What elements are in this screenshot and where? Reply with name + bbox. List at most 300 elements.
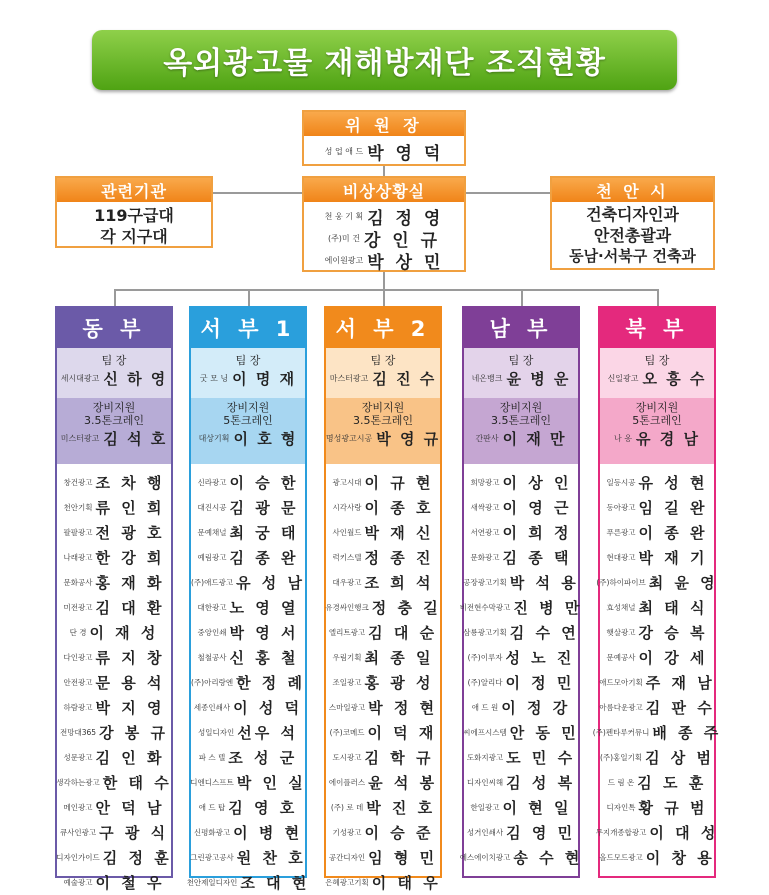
member-row <box>600 695 714 720</box>
member-company: 우림기획 <box>332 653 362 662</box>
member-name: 강 승 복 <box>638 624 708 642</box>
member-row <box>600 745 714 770</box>
member-name: 송 수 현 <box>513 849 583 867</box>
member-company: 드 림 온 <box>607 778 635 787</box>
team-leader <box>600 348 714 398</box>
member-name: 최 윤 영 <box>648 574 718 592</box>
member-name: 황 규 범 <box>638 799 708 817</box>
support-line: 장비지원 <box>361 401 405 414</box>
leader-company: 마스터광고 <box>329 374 369 383</box>
member-company: 성거인쇄사 <box>466 828 504 837</box>
support-company: 대상기획 <box>198 434 230 443</box>
team-column <box>324 306 442 892</box>
member-list <box>57 464 171 895</box>
member-row <box>326 870 440 895</box>
member-company: 시각사랑 <box>332 503 362 512</box>
member-name: 강 봉 규 <box>99 724 168 742</box>
member-name: 이 덕 재 <box>367 724 437 742</box>
team-leader <box>57 348 171 398</box>
member-name: 선우 석 <box>237 724 298 742</box>
member-row <box>326 695 440 720</box>
member-company: (주)아리랑엔 <box>191 678 234 687</box>
member-name: 김 인 화 <box>95 749 165 767</box>
support-name: 박 영 규 <box>376 430 441 448</box>
member-company: 창건광고 <box>63 478 93 487</box>
support-name: 이 재 만 <box>502 430 567 448</box>
emergency-label: 비상상황실 <box>304 178 464 202</box>
support-row <box>191 428 305 449</box>
member-name: 이 창 용 <box>645 849 715 867</box>
support-company: 간판사 <box>475 434 499 443</box>
member-company: 비전현수막광고 <box>459 603 511 612</box>
leader-row <box>600 368 714 389</box>
related-line: 119구급대 <box>94 206 174 225</box>
member-row <box>464 745 578 770</box>
member-name: 박 상 민 <box>367 252 444 273</box>
city-line: 동남·서북구 건축과 <box>569 247 696 265</box>
team-column <box>55 306 173 892</box>
member-row <box>600 545 714 570</box>
member-name: 배 종 주 <box>652 724 722 742</box>
leader-label: 팀 장 <box>508 354 534 367</box>
member-name: 윤 석 봉 <box>368 774 438 792</box>
member-row <box>191 520 305 545</box>
member-company: 유경싸인행크 <box>325 603 369 612</box>
member-name: 조 대 현 <box>240 874 310 892</box>
member-row <box>464 645 578 670</box>
member-row <box>326 720 440 745</box>
team-column <box>459 306 583 878</box>
member-company: (주) 로 데 <box>330 803 364 812</box>
member-company: 조일광고 <box>332 678 362 687</box>
city-label: 천 안 시 <box>552 178 713 202</box>
connector-bus <box>114 289 659 291</box>
member-company: 대한광고 <box>197 603 227 612</box>
connector-drop <box>521 289 523 306</box>
city-line: 안전총괄과 <box>593 226 672 245</box>
member-company: 햇살광고 <box>606 628 636 637</box>
member-row <box>596 570 718 595</box>
member-company: 아름다운광고 <box>599 703 643 712</box>
member-list <box>459 464 583 870</box>
member-row <box>326 620 440 645</box>
support-line: 장비지원 <box>635 401 679 414</box>
team-name: 서 부 2 <box>326 308 440 348</box>
member-name: 정 종 진 <box>364 549 434 567</box>
member-row <box>57 645 171 670</box>
member-row <box>57 720 171 745</box>
support-company: 미스터광고 <box>60 434 100 443</box>
member-company: 럭키스텔 <box>332 553 362 562</box>
member-company: 문예공사 <box>606 653 636 662</box>
member-company: 한일광고 <box>470 803 500 812</box>
member-row <box>191 570 305 595</box>
member-company: 스마일광고 <box>328 703 366 712</box>
member-name: 박 지 영 <box>95 699 165 717</box>
support-row <box>464 428 578 449</box>
member-name: 이 태 우 <box>371 874 441 892</box>
member-company: 기성광고 <box>332 828 362 837</box>
member-row <box>326 645 440 670</box>
member-company: 천안기획 <box>63 503 93 512</box>
member-company: 디자인씨해 <box>466 778 504 787</box>
member-name: 전 광 호 <box>95 524 165 542</box>
member-name: 이 종 완 <box>638 524 708 542</box>
leader-company: 굿 모 닝 <box>199 374 229 383</box>
related-lines <box>57 205 211 247</box>
member-row <box>57 770 171 795</box>
member-row <box>326 745 440 770</box>
member-row <box>464 670 578 695</box>
member-name: 임 길 완 <box>638 499 708 517</box>
equipment-support <box>600 398 714 464</box>
member-company: 서연광고 <box>470 528 500 537</box>
team-leader <box>464 348 578 398</box>
member-name: 한 정 례 <box>236 674 305 692</box>
member-company: 공간디자인 <box>328 853 366 862</box>
member-name: 이 철 우 <box>95 874 165 892</box>
member-name: 신 홍 철 <box>229 649 299 667</box>
member-company: 하람광고 <box>63 703 93 712</box>
connector-drop <box>657 289 659 306</box>
member-name: 박 진 호 <box>366 799 436 817</box>
leader-row <box>57 368 171 389</box>
member-company: 에이플러스 <box>328 778 366 787</box>
member-row <box>464 470 578 495</box>
city-line: 건축디자인과 <box>586 205 679 224</box>
member-row <box>464 820 578 845</box>
leader-name: 김 진 수 <box>372 370 437 388</box>
member-row <box>191 720 305 745</box>
member-company: 애 드 원 <box>471 703 499 712</box>
member-name: 강 인 규 <box>363 230 441 251</box>
member-name: 주 재 남 <box>645 674 715 692</box>
member-row <box>464 770 578 795</box>
member-name: 김 종 완 <box>229 549 299 567</box>
member-row <box>464 795 578 820</box>
support-line: 3.5톤크레인 <box>353 414 413 427</box>
support-row <box>326 428 440 449</box>
member-company: 푸른광고 <box>606 528 636 537</box>
member-name: 김 대 순 <box>368 624 438 642</box>
leader-row <box>464 368 578 389</box>
team-name: 동 부 <box>57 308 171 348</box>
team-name: 서 부 1 <box>191 308 305 348</box>
leader-label: 팀 장 <box>235 354 261 367</box>
member-company: 대우광고 <box>332 578 362 587</box>
equipment-support <box>191 398 305 464</box>
member-name: 박 재 신 <box>364 524 434 542</box>
member-company: 신라광고 <box>197 478 227 487</box>
member-row <box>595 820 719 845</box>
member-row <box>326 545 440 570</box>
member-company: (주)코메드 <box>329 728 365 737</box>
member-company: 세종인쇄사 <box>193 703 231 712</box>
support-line: 5톤크레인 <box>223 414 273 427</box>
leader-name: 신 하 영 <box>103 370 168 388</box>
leader-company: 세시대광고 <box>60 374 100 383</box>
chairman-name: 박 영 덕 <box>367 143 444 164</box>
member-name: 이 병 현 <box>233 824 303 842</box>
member-name: 이 정 민 <box>505 674 575 692</box>
member-list <box>326 464 440 895</box>
member-row <box>57 820 171 845</box>
member-row <box>326 570 440 595</box>
member-company: 공장광고기획 <box>463 578 507 587</box>
member-row <box>57 495 171 520</box>
team-leader <box>191 348 305 398</box>
member-name: 이 강 세 <box>638 649 708 667</box>
member-company: 메인광고 <box>63 803 93 812</box>
member-name: 이 성 덕 <box>233 699 303 717</box>
leader-row <box>191 368 305 389</box>
member-row <box>191 745 305 770</box>
page-title: 옥외광고물 재해방재단 조직현황 <box>92 30 677 90</box>
member-company: (주)펜타루커뮤니 <box>592 728 650 737</box>
member-row <box>326 820 440 845</box>
chairman-box <box>302 110 466 166</box>
member-name: 원 찬 호 <box>236 849 306 867</box>
member-name: 김 정 영 <box>367 208 444 229</box>
member-company: 문화공사 <box>63 578 93 587</box>
member-row <box>600 795 714 820</box>
member-row <box>57 595 171 620</box>
member-company: 중앙인쇄 <box>197 628 227 637</box>
member-name: 김 성 복 <box>506 774 576 792</box>
member-company: 일등시공 <box>606 478 636 487</box>
member-row <box>326 470 440 495</box>
support-company: 나 옹 <box>614 434 633 443</box>
member-name: 홍 재 화 <box>95 574 165 592</box>
emergency-member <box>304 205 464 227</box>
member-company: (주)알리다 <box>467 678 503 687</box>
member-row <box>191 620 305 645</box>
member-name: 이 대 성 <box>649 824 719 842</box>
member-company: 현대광고 <box>606 553 636 562</box>
member-company: 희망광고 <box>470 478 500 487</box>
member-name: 조 성 군 <box>228 749 298 767</box>
member-company: 그린광고공사 <box>190 853 234 862</box>
member-row <box>57 570 171 595</box>
member-company: (주)이루자 <box>467 653 503 662</box>
member-company: (주)하이파이브 <box>596 578 646 587</box>
member-name: 박 석 용 <box>509 574 579 592</box>
connector-drop <box>114 289 116 306</box>
support-row <box>57 428 171 449</box>
member-row <box>326 595 440 620</box>
member-company: 성일디자인 <box>198 728 235 737</box>
connector-side <box>466 192 551 194</box>
member-name: 진 병 만 <box>513 599 583 617</box>
team-column <box>592 306 722 878</box>
member-name: 류 지 창 <box>95 649 165 667</box>
chairman-label: 위 원 장 <box>304 112 464 136</box>
member-row <box>191 795 305 820</box>
team-name: 남 부 <box>464 308 578 348</box>
member-name: 이 현 일 <box>502 799 572 817</box>
support-name: 이 호 형 <box>233 430 298 448</box>
member-company: 엘리트광고 <box>328 628 366 637</box>
member-name: 김 수 연 <box>509 624 579 642</box>
support-company: 명성광고시공 <box>325 434 373 443</box>
member-name: 조 희 석 <box>364 574 434 592</box>
leader-company: 네온뱅크 <box>471 374 503 383</box>
member-row <box>464 570 578 595</box>
member-company: 사인월드 <box>332 528 362 537</box>
member-row <box>191 470 305 495</box>
member-name: 홍 광 성 <box>364 674 434 692</box>
member-name: 임 형 민 <box>368 849 438 867</box>
member-row <box>57 470 171 495</box>
member-company: 동아광고 <box>606 503 636 512</box>
member-row <box>592 720 722 745</box>
member-row <box>57 670 171 695</box>
emergency-member <box>304 227 464 249</box>
emergency-box <box>302 176 466 272</box>
member-company: 은혜광고기획 <box>325 878 369 887</box>
leader-name: 윤 병 운 <box>506 370 571 388</box>
member-row <box>186 870 310 895</box>
chairman-row <box>304 138 464 164</box>
member-row <box>600 770 714 795</box>
member-company: 천 웅 기 획 <box>324 211 364 221</box>
member-company: 도시광고 <box>332 753 362 762</box>
equipment-support <box>57 398 171 464</box>
member-company: 철철공사 <box>197 653 227 662</box>
member-name: 최 종 일 <box>364 649 434 667</box>
member-name: 김 도 훈 <box>637 774 707 792</box>
member-row <box>57 520 171 545</box>
related-box <box>55 176 213 248</box>
member-company: 올드모드광고 <box>599 853 643 862</box>
support-line: 5톤크레인 <box>632 414 682 427</box>
member-row <box>600 595 714 620</box>
member-company: 삼룡광고기획 <box>463 628 507 637</box>
member-name: 김 종 택 <box>502 549 572 567</box>
member-row <box>459 845 583 870</box>
member-row <box>326 770 440 795</box>
member-row <box>191 545 305 570</box>
member-row <box>464 620 578 645</box>
member-row <box>191 645 305 670</box>
member-row <box>600 470 714 495</box>
member-row <box>57 620 171 645</box>
member-name: 이 영 근 <box>502 499 572 517</box>
member-row <box>600 845 714 870</box>
leader-label: 팀 장 <box>101 354 127 367</box>
member-row <box>459 595 583 620</box>
member-row <box>191 670 305 695</box>
member-company: 디엔디스프트 <box>190 778 234 787</box>
city-box <box>550 176 715 270</box>
city-lines <box>552 204 713 267</box>
team-name: 북 부 <box>600 308 714 348</box>
member-company: 생각하는광고 <box>56 778 100 787</box>
emergency-member <box>304 249 464 271</box>
connector-side <box>212 192 302 194</box>
member-name: 도 민 수 <box>506 749 576 767</box>
member-name: 노 영 열 <box>229 599 299 617</box>
member-row <box>57 795 171 820</box>
member-name: 한 강 희 <box>95 549 165 567</box>
support-row <box>600 428 714 449</box>
connector-trunk <box>383 270 385 290</box>
member-row <box>326 670 440 695</box>
member-row <box>600 645 714 670</box>
leader-name: 이 명 재 <box>232 370 297 388</box>
member-row <box>57 745 171 770</box>
member-company: (주)홍일기획 <box>600 753 643 762</box>
member-name: 박 영 서 <box>229 624 299 642</box>
member-row <box>191 820 305 845</box>
support-line: 장비지원 <box>499 401 543 414</box>
related-line: 각 지구대 <box>100 227 168 246</box>
member-name: 최 궁 태 <box>229 524 299 542</box>
member-row <box>600 495 714 520</box>
member-name: 김 판 수 <box>645 699 715 717</box>
member-row <box>600 670 714 695</box>
member-company: 대진시공 <box>197 503 227 512</box>
member-row <box>326 520 440 545</box>
member-list <box>186 464 310 895</box>
member-row <box>464 545 578 570</box>
member-name: 안 덕 남 <box>95 799 165 817</box>
member-name: 이 상 인 <box>502 474 572 492</box>
member-row <box>191 845 305 870</box>
member-row <box>326 495 440 520</box>
member-company: 무지개종합광고 <box>595 828 647 837</box>
member-name: 류 인 희 <box>95 499 165 517</box>
support-line: 장비지원 <box>92 401 136 414</box>
member-name: 이 정 강 <box>501 699 571 717</box>
member-name: 박 재 기 <box>638 549 708 567</box>
member-name: 유 성 현 <box>638 474 708 492</box>
member-name: 김 정 훈 <box>102 849 172 867</box>
team-column <box>186 306 310 892</box>
member-name: 최 태 식 <box>638 599 708 617</box>
leader-company: 신일광고 <box>607 374 639 383</box>
member-name: 이 종 호 <box>364 499 434 517</box>
member-company: 디자인톡 <box>606 803 636 812</box>
member-row <box>326 795 440 820</box>
member-company: 문예채널 <box>197 528 227 537</box>
member-name: 김 상 범 <box>645 749 714 767</box>
member-company: 디자인가이드 <box>56 853 100 862</box>
member-company: 천안제일디자인 <box>186 878 238 887</box>
member-company: (주)애드광고 <box>191 578 234 587</box>
member-name: 조 차 행 <box>95 474 165 492</box>
leader-label: 팀 장 <box>370 354 396 367</box>
member-company: 전망대365 <box>60 728 97 737</box>
leader-row <box>326 368 440 389</box>
member-company: 애 드 탑 <box>198 803 226 812</box>
member-name: 김 영 민 <box>506 824 576 842</box>
support-line: 3.5톤크레인 <box>491 414 551 427</box>
member-company: 단 경 <box>69 628 87 637</box>
member-row <box>191 770 305 795</box>
member-row <box>600 620 714 645</box>
member-company: 다인광고 <box>63 653 93 662</box>
member-company: 광고시대 <box>332 478 362 487</box>
member-row <box>600 520 714 545</box>
member-row <box>191 695 305 720</box>
member-company: 성문광고 <box>63 753 93 762</box>
member-company: 씨에프시스템 <box>463 728 507 737</box>
member-company: 신평화광고 <box>193 828 231 837</box>
member-company: 미전광고 <box>63 603 93 612</box>
member-name: 김 영 호 <box>228 799 298 817</box>
member-row <box>57 695 171 720</box>
